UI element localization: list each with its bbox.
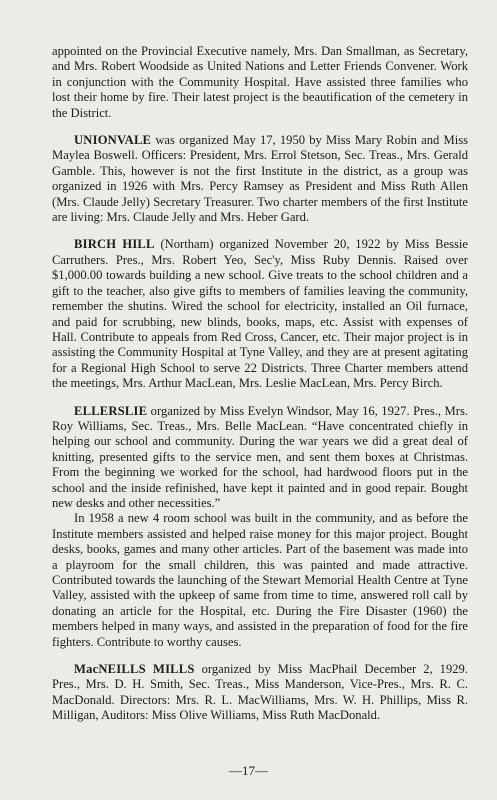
paragraph-ellerslie xyxy=(52,404,468,512)
section-heading-ellerslie: ELLERSLIE xyxy=(74,403,148,418)
paragraph-text: organized by Miss Evelyn Windsor, May 16, 1927. Pres., Mrs. Roy Williams, Sec. Treas., Mrs. Belle MacLean. “Have concentrated chiefly in helping our school and community. During the war years we did a great deal of knitting, presented gifts to the service men, and sent them boxes at Christmas. From the beginning we worked for the school, had hardwood floors put in the school and the inside refinished, have kept it painted and in good repair. Bought new desks and other necessities.” xyxy=(52,403,468,510)
paragraph-new-school xyxy=(52,511,468,650)
page-number: —17— xyxy=(229,763,268,778)
paragraph-text: appointed on the Provincial Executive namely, Mrs. Dan Smallman, as Secretary, and Mrs. Robert Woodside as United Nations and Letter Friends Convener. Work in conjunction with the Community Hospital. Have assisted three families who lost their home by fire. Their latest project is the beautification of the cemetery in the District. xyxy=(52,44,468,120)
paragraph-provincial-executive xyxy=(52,44,468,121)
section-heading-unionvale: UNIONVALE xyxy=(74,133,152,148)
paragraph-macneills-mills xyxy=(52,662,468,724)
paragraph-text: In 1958 a new 4 room school was built in the community, and as before the Institute members assisted and helped raise money for this major project. Bought desks, books, games and many other articles. Part of the basement was made into a playroom for the small children, this was painted and made attractive. Contributed towards the launching of the Stewart Memorial Health Centre at Tyne Valley, assisted with the upkeep of same from time to time, answered roll call by donating an article for the Hospital, etc. During the Fire Disaster (1960) the members helped in many ways, and assisted in the preparation of food for the fire fighters. Contribute to worthy causes. xyxy=(52,511,468,649)
section-heading-macneills-mills: MacNEILLS MILLS xyxy=(74,662,195,677)
paragraph-unionvale xyxy=(52,133,468,225)
paragraph-text: (Northam) organized November 20, 1922 by Miss Bessie Carruthers. Pres., Mrs. Robert Yeo, Sec'y, Miss Ruby Dennis. Raised over $1,000.00 towards building a new school. Give treats to the school children and a gift to the teacher, also give gifts to members of families leaving the community, remember the shutins. Wired the school for electricity, installed an Oil furnace, and paid for scrubbing, new blinds, books, maps, etc. Assist with expenses of Hall. Contribute to appeals from Red Cross, Cancer, etc. Their major project is in assisting the Community Hospital at Tyne Valley, and they are at present agitating for a Regional High School to serve 22 Districts. Three Charter members attend the meetings, Mrs. Arthur MacLean, Mrs. Leslie MacLean, Mrs. Percy Birch. xyxy=(52,237,468,391)
paragraph-text: was organized May 17, 1950 by Miss Mary Robin and Miss Maylea Boswell. Officers: President, Mrs. Errol Stetson, Sec. Treas., Mrs. Gerald Gamble. This, however is not the first Institute in the district, as a group was organized in 1926 with Mrs. Percy Ramsey as President and Miss Ruth Allen (Mrs. Claude Jelly) Secretary Treasurer. Two charter members of the first Institute are living: Mrs. Claude Jelly and Mrs. Heber Gard. xyxy=(52,133,468,225)
section-heading-birch-hill: BIRCH HILL xyxy=(74,237,155,252)
document-page xyxy=(52,44,468,724)
paragraph-text: organized by Miss MacPhail December 2, 1929. Pres., Mrs. D. H. Smith, Sec. Treas., Miss Manderson, Vice-Pres., Mrs. R. C. MacDonald. Directors: Mrs. R. L. MacWilliams, Mrs. W. H. Phillips, Miss R. Milligan, Auditors: Miss Olive Williams, Miss Ruth MacDonald. xyxy=(52,662,469,723)
paragraph-birch-hill xyxy=(52,237,468,391)
